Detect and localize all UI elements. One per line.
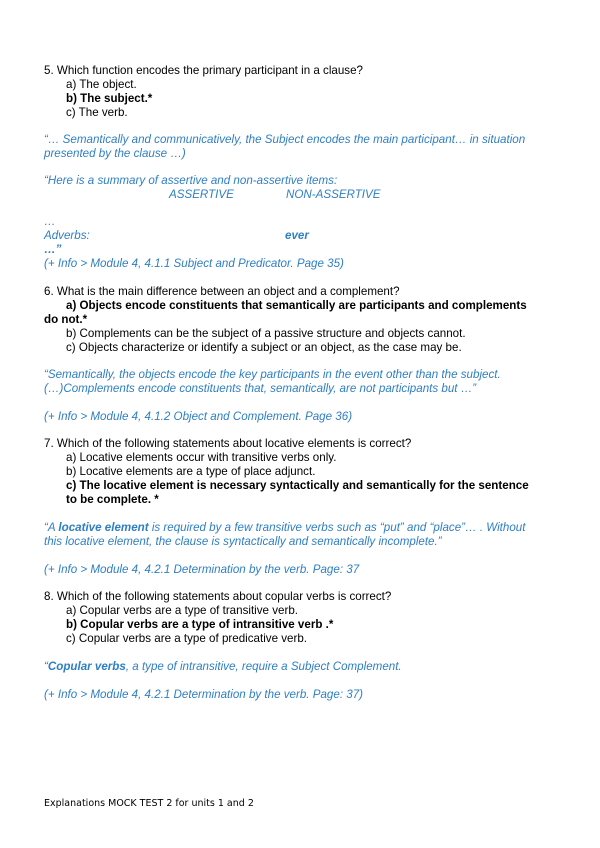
q5-summary-intro: “Here is a summary of assertive and non-assertive items: [44,174,338,187]
q5-option-a: a) The object. [66,78,137,91]
q6-answer-line1: a) Objects encode constituents that semantically are participants and complements [66,299,527,312]
q5-col-assertive: ASSERTIVE [169,188,234,201]
q8-answer: b) Copular verbs are a type of intransitive verb .* [66,618,334,631]
q5-adverbs-label: Adverbs: [44,229,90,242]
q5-option-b-answer: b) The subject.* [66,92,153,105]
q8-quote-pre: “ [44,660,48,673]
q5-close-quote: …” [44,243,62,256]
q6-quote-line1: “Semantically, the objects encode the key participants in the event other than the subject. [44,368,501,381]
q5-info: (+ Info > Module 4, 4.1.1 Subject and Predicator. Page 35) [44,257,344,270]
q7-answer-line2: to be complete. * [66,493,159,506]
q8-option-c: c) Copular verbs are a type of predicative verb. [66,632,308,645]
q7-option-a: a) Locative elements occur with transitive verbs only. [66,451,337,464]
q7-quote-pre: “A [44,521,59,534]
q6-option-b: b) Complements can be the subject of a passive structure and objects cannot. [66,327,466,340]
q8-info: (+ Info > Module 4, 4.2.1 Determination by the verb. Page: 37) [44,688,364,701]
q7-option-b: b) Locative elements are a type of place adjunct. [66,465,316,478]
q5-question: 5. Which function encodes the primary participant in a clause? [44,64,363,77]
q7-quote-term: locative element [58,521,149,534]
q6-info: (+ Info > Module 4, 4.1.2 Object and Complement. Page 36) [44,410,353,423]
q7-quote-line1 [44,521,525,535]
q6-answer-line2: do not.* [44,313,88,326]
q5-quote-line2: presented by the clause …) [44,147,186,160]
q8-option-a: a) Copular verbs are a type of transitive verb. [66,604,298,617]
q7-quote-line2: this locative element, the clause is syntactically and semantically incomplete.” [44,535,442,548]
q8-question: 8. Which of the following statements about copular verbs is correct? [44,590,392,603]
q5-col-non-assertive: NON-ASSERTIVE [286,188,381,201]
q5-ellipsis: … [44,215,56,228]
q6-question: 6. What is the main difference between an object and a complement? [44,285,400,298]
page-footer: Explanations MOCK TEST 2 for units 1 and 2 [44,798,254,809]
q6-option-c: c) Objects characterize or identify a subject or an object, as the case may be. [66,341,462,354]
q8-quote-post: , a type of intransitive, require a Subject Complement. [125,660,402,673]
q6-quote-line2: (…)Complements encode constituents that, semantically, are not participants but …” [44,382,477,395]
q7-answer-line1: c) The locative element is necessary syntactically and semantically for the sentence [66,479,529,492]
q5-quote-line1: “… Semantically and communicatively, the Subject encodes the main participant… in situation [44,133,526,146]
q8-quote [44,660,402,674]
q7-quote-post: is required by a few transitive verbs such as “put” and “place”… . Without [148,521,526,534]
q7-info: (+ Info > Module 4, 4.2.1 Determination by the verb. Page: 37 [44,563,360,576]
q5-option-c: c) The verb. [66,106,128,119]
q5-adverbs-value: ever [285,229,309,242]
q8-quote-term: Copular verbs [47,660,126,673]
q7-question: 7. Which of the following statements about locative elements is correct? [44,437,412,450]
